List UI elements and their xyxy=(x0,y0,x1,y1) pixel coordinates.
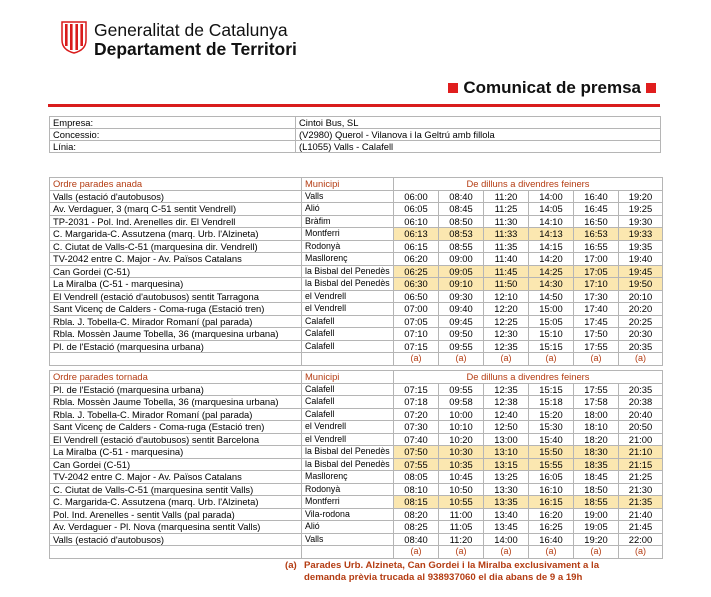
departure-time: 17:00 xyxy=(574,253,619,266)
municipi: Masllorenç xyxy=(302,471,394,484)
departure-time: 16:50 xyxy=(574,215,619,228)
red-square-icon xyxy=(646,83,656,93)
footnote-mark: (a) xyxy=(394,546,439,559)
departure-time: 07:50 xyxy=(394,446,439,459)
municipi: Calafell xyxy=(302,383,394,396)
departure-time: 15:50 xyxy=(529,446,574,459)
footer-empty xyxy=(302,546,394,559)
table-row xyxy=(50,396,663,409)
stop-name: Rbla. Mossèn Jaume Tobella, 36 (marquesina urbana) xyxy=(50,396,302,409)
table-header-row xyxy=(50,371,663,384)
departure-time: 14:13 xyxy=(529,228,574,241)
table-row xyxy=(50,421,663,434)
table-row xyxy=(50,278,663,291)
table-row xyxy=(50,240,663,253)
departure-time: 07:05 xyxy=(394,315,439,328)
departure-time: 11:25 xyxy=(484,203,529,216)
table-row xyxy=(50,340,663,353)
departure-time: 13:25 xyxy=(484,471,529,484)
info-row xyxy=(50,129,661,141)
departure-time: 20:35 xyxy=(619,340,663,353)
departure-time: 20:38 xyxy=(619,396,663,409)
departure-time: 20:50 xyxy=(619,421,663,434)
stop-name: Rbla. Mossèn Jaume Tobella, 36 (marquesina urbana) xyxy=(50,328,302,341)
departure-time: 11:50 xyxy=(484,278,529,291)
stop-name: C. Margarida-C. Assutzena (marq. Urb. l'Alzineta) xyxy=(50,228,302,241)
press-label-text: Comunicat de premsa xyxy=(463,78,641,97)
info-value: (V2980) Querol - Vilanova i la Geltrú amb fillola xyxy=(296,129,661,141)
municipi: Calafell xyxy=(302,340,394,353)
departure-time: 12:20 xyxy=(484,303,529,316)
departure-time: 21:25 xyxy=(619,471,663,484)
column-header-stops: Ordre parades tornada xyxy=(50,371,302,384)
departure-time: 12:10 xyxy=(484,290,529,303)
departure-time: 09:55 xyxy=(439,383,484,396)
stop-name: Valls (estació d'autobusos) xyxy=(50,533,302,546)
departure-time: 19:05 xyxy=(574,521,619,534)
stop-name: TV-2042 entre C. Major - Av. Països Catalans xyxy=(50,471,302,484)
departure-time: 15:55 xyxy=(529,458,574,471)
generalitat-logo xyxy=(60,20,88,59)
table-row xyxy=(50,483,663,496)
municipi: la Bisbal del Penedès xyxy=(302,458,394,471)
org-line1: Generalitat de Catalunya xyxy=(94,20,288,40)
departure-time: 17:40 xyxy=(574,303,619,316)
table-row xyxy=(50,315,663,328)
departure-time: 13:15 xyxy=(484,458,529,471)
red-square-icon xyxy=(448,83,458,93)
org-name xyxy=(94,21,297,59)
departure-time: 17:45 xyxy=(574,315,619,328)
departure-time: 12:35 xyxy=(484,340,529,353)
departure-time: 11:45 xyxy=(484,265,529,278)
stop-name: TP-2031 - Pol. Ind. Arenelles dir. El Vendrell xyxy=(50,215,302,228)
departure-time: 16:10 xyxy=(529,483,574,496)
departure-time: 10:45 xyxy=(439,471,484,484)
column-header-times: De dilluns a divendres feiners xyxy=(394,371,663,384)
departure-time: 08:10 xyxy=(394,483,439,496)
departure-time: 21:35 xyxy=(619,496,663,509)
departure-time: 17:30 xyxy=(574,290,619,303)
departure-time: 19:20 xyxy=(619,190,663,203)
departure-time: 08:40 xyxy=(394,533,439,546)
departure-time: 16:20 xyxy=(529,508,574,521)
municipi: la Bisbal del Penedès xyxy=(302,265,394,278)
stop-name: Pl. de l'Estació (marquesina urbana) xyxy=(50,383,302,396)
info-label: Línia: xyxy=(50,141,296,153)
departure-time: 15:15 xyxy=(529,383,574,396)
departure-time: 11:33 xyxy=(484,228,529,241)
departure-time: 08:05 xyxy=(394,471,439,484)
footnote-mark: (a) xyxy=(619,546,663,559)
departure-time: 08:45 xyxy=(439,203,484,216)
departure-time: 11:20 xyxy=(484,190,529,203)
stop-name: Av. Verdaguer - Pl. Nova (marquesina sentit Valls) xyxy=(50,521,302,534)
departure-time: 12:25 xyxy=(484,315,529,328)
column-header-municipi: Municipi xyxy=(302,178,394,191)
departure-time: 21:30 xyxy=(619,483,663,496)
departure-time: 17:10 xyxy=(574,278,619,291)
departure-time: 17:50 xyxy=(574,328,619,341)
departure-time: 22:00 xyxy=(619,533,663,546)
departure-time: 12:30 xyxy=(484,328,529,341)
departure-time: 16:15 xyxy=(529,496,574,509)
departure-time: 09:10 xyxy=(439,278,484,291)
footnote-line1: Parades Urb. Alzineta, Can Gordei i la Miralba exclusivament a la xyxy=(304,560,600,571)
footnote-mark: (a) xyxy=(439,353,484,366)
departure-time: 19:35 xyxy=(619,240,663,253)
municipi: Valls xyxy=(302,190,394,203)
departure-time: 19:00 xyxy=(574,508,619,521)
departure-time: 16:53 xyxy=(574,228,619,241)
departure-time: 06:00 xyxy=(394,190,439,203)
stop-name: Pl. de l'Estació (marquesina urbana) xyxy=(50,340,302,353)
departure-time: 19:25 xyxy=(619,203,663,216)
municipi: Rodonyà xyxy=(302,240,394,253)
departure-time: 21:40 xyxy=(619,508,663,521)
footer-marks-row xyxy=(50,353,663,366)
info-label: Concessio: xyxy=(50,129,296,141)
departure-time: 15:20 xyxy=(529,408,574,421)
table-row xyxy=(50,496,663,509)
departure-time: 16:05 xyxy=(529,471,574,484)
departure-time: 14:00 xyxy=(529,190,574,203)
table-header-row xyxy=(50,178,663,191)
municipi: Masllorenç xyxy=(302,253,394,266)
table-row xyxy=(50,408,663,421)
departure-time: 16:40 xyxy=(574,190,619,203)
departure-time: 20:10 xyxy=(619,290,663,303)
stop-name: Rbla. J. Tobella-C. Mirador Romaní (pal parada) xyxy=(50,408,302,421)
departure-time: 10:20 xyxy=(439,433,484,446)
municipi: la Bisbal del Penedès xyxy=(302,278,394,291)
municipi: Vila-rodona xyxy=(302,508,394,521)
stop-name: Rbla. J. Tobella-C. Mirador Romaní (pal parada) xyxy=(50,315,302,328)
footer-empty xyxy=(302,353,394,366)
table-row xyxy=(50,228,663,241)
stop-name: Can Gordei (C-51) xyxy=(50,265,302,278)
footnote-mark: (a) xyxy=(439,546,484,559)
departure-time: 14:15 xyxy=(529,240,574,253)
departure-time: 16:25 xyxy=(529,521,574,534)
departure-time: 07:10 xyxy=(394,328,439,341)
departure-time: 06:50 xyxy=(394,290,439,303)
departure-time: 14:20 xyxy=(529,253,574,266)
departure-time: 06:30 xyxy=(394,278,439,291)
departure-time: 12:38 xyxy=(484,396,529,409)
table-row xyxy=(50,303,663,316)
stop-name: C. Ciutat de Valls-C-51 (marquesina dir. Vendrell) xyxy=(50,240,302,253)
footnote-mark: (a) xyxy=(529,546,574,559)
info-label: Empresa: xyxy=(50,117,296,129)
departure-time: 10:55 xyxy=(439,496,484,509)
info-table xyxy=(49,116,661,153)
footnote-mark: (a) xyxy=(484,353,529,366)
departure-time: 08:55 xyxy=(439,240,484,253)
info-row xyxy=(50,141,661,153)
footnote-mark: (a) xyxy=(574,353,619,366)
departure-time: 07:18 xyxy=(394,396,439,409)
municipi: Calafell xyxy=(302,328,394,341)
stop-name: TV-2042 entre C. Major - Av. Països Catalans xyxy=(50,253,302,266)
departure-time: 13:40 xyxy=(484,508,529,521)
departure-time: 08:20 xyxy=(394,508,439,521)
departure-time: 15:18 xyxy=(529,396,574,409)
departure-time: 10:00 xyxy=(439,408,484,421)
table-row xyxy=(50,215,663,228)
municipi: Alió xyxy=(302,521,394,534)
header-rule xyxy=(48,104,660,107)
municipi: Valls xyxy=(302,533,394,546)
departure-time: 17:58 xyxy=(574,396,619,409)
departure-time: 16:45 xyxy=(574,203,619,216)
departure-time: 18:30 xyxy=(574,446,619,459)
footnote xyxy=(285,560,599,584)
info-value: (L1055) Valls - Calafell xyxy=(296,141,661,153)
departure-time: 18:10 xyxy=(574,421,619,434)
municipi: Rodonyà xyxy=(302,483,394,496)
departure-time: 07:40 xyxy=(394,433,439,446)
table-row xyxy=(50,508,663,521)
departure-time: 09:40 xyxy=(439,303,484,316)
departure-time: 18:20 xyxy=(574,433,619,446)
departure-time: 12:40 xyxy=(484,408,529,421)
departure-time: 06:20 xyxy=(394,253,439,266)
departure-time: 18:45 xyxy=(574,471,619,484)
departure-time: 12:35 xyxy=(484,383,529,396)
table-row xyxy=(50,471,663,484)
departure-time: 06:10 xyxy=(394,215,439,228)
departure-time: 11:00 xyxy=(439,508,484,521)
municipi: Montferri xyxy=(302,496,394,509)
municipi: Alió xyxy=(302,203,394,216)
departure-time: 07:30 xyxy=(394,421,439,434)
table-row xyxy=(50,446,663,459)
stop-name: C. Margarida-C. Assutzena (marq. Urb. l'Alzineta) xyxy=(50,496,302,509)
departure-time: 11:35 xyxy=(484,240,529,253)
footer-empty xyxy=(50,546,302,559)
departure-time: 18:35 xyxy=(574,458,619,471)
departure-time: 07:20 xyxy=(394,408,439,421)
departure-time: 20:35 xyxy=(619,383,663,396)
info-row xyxy=(50,117,661,129)
departure-time: 13:30 xyxy=(484,483,529,496)
departure-time: 15:30 xyxy=(529,421,574,434)
departure-time: 20:25 xyxy=(619,315,663,328)
departure-time: 08:25 xyxy=(394,521,439,534)
outbound-timetable xyxy=(49,177,663,366)
stop-name: Can Gordei (C-51) xyxy=(50,458,302,471)
departure-time: 21:10 xyxy=(619,446,663,459)
departure-time: 06:13 xyxy=(394,228,439,241)
departure-time: 09:58 xyxy=(439,396,484,409)
stop-name: La Miralba (C-51 - marquesina) xyxy=(50,446,302,459)
table-row xyxy=(50,458,663,471)
column-header-stops: Ordre parades anada xyxy=(50,178,302,191)
stop-name: La Miralba (C-51 - marquesina) xyxy=(50,278,302,291)
departure-time: 18:50 xyxy=(574,483,619,496)
municipi: el Vendrell xyxy=(302,303,394,316)
municipi: Calafell xyxy=(302,315,394,328)
municipi: Calafell xyxy=(302,396,394,409)
column-header-times: De dilluns a divendres feiners xyxy=(394,178,663,191)
departure-time: 09:50 xyxy=(439,328,484,341)
departure-time: 17:55 xyxy=(574,383,619,396)
departure-time: 20:30 xyxy=(619,328,663,341)
column-header-municipi: Municipi xyxy=(302,371,394,384)
municipi: Montferri xyxy=(302,228,394,241)
departure-time: 13:00 xyxy=(484,433,529,446)
departure-time: 10:30 xyxy=(439,446,484,459)
departure-time: 13:45 xyxy=(484,521,529,534)
stop-name: El Vendrell (estació d'autobusos) sentit Barcelona xyxy=(50,433,302,446)
departure-time: 15:05 xyxy=(529,315,574,328)
table-row xyxy=(50,190,663,203)
departure-time: 08:53 xyxy=(439,228,484,241)
departure-time: 12:50 xyxy=(484,421,529,434)
stop-name: El Vendrell (estació d'autobusos) sentit Tarragona xyxy=(50,290,302,303)
departure-time: 16:55 xyxy=(574,240,619,253)
table-row xyxy=(50,265,663,278)
table-row xyxy=(50,521,663,534)
departure-time: 21:15 xyxy=(619,458,663,471)
stop-name: Valls (estació d'autobusos) xyxy=(50,190,302,203)
departure-time: 14:50 xyxy=(529,290,574,303)
departure-time: 16:40 xyxy=(529,533,574,546)
footnote-mark: (a) xyxy=(574,546,619,559)
municipi: el Vendrell xyxy=(302,421,394,434)
departure-time: 19:30 xyxy=(619,215,663,228)
departure-time: 10:35 xyxy=(439,458,484,471)
stop-name: Sant Vicenç de Calders - Coma-ruga (Estació tren) xyxy=(50,421,302,434)
departure-time: 18:55 xyxy=(574,496,619,509)
departure-time: 20:20 xyxy=(619,303,663,316)
departure-time: 11:05 xyxy=(439,521,484,534)
departure-time: 09:45 xyxy=(439,315,484,328)
departure-time: 15:00 xyxy=(529,303,574,316)
departure-time: 19:40 xyxy=(619,253,663,266)
departure-time: 08:40 xyxy=(439,190,484,203)
departure-time: 14:10 xyxy=(529,215,574,228)
table-row xyxy=(50,328,663,341)
departure-time: 11:20 xyxy=(439,533,484,546)
departure-time: 07:55 xyxy=(394,458,439,471)
footer-empty xyxy=(50,353,302,366)
departure-time: 19:50 xyxy=(619,278,663,291)
press-label xyxy=(443,78,661,98)
table-row xyxy=(50,253,663,266)
departure-time: 07:15 xyxy=(394,383,439,396)
footnote-line2: demanda prèvia trucada al 938937060 el dia abans de 9 a 19h xyxy=(304,572,583,583)
departure-time: 09:30 xyxy=(439,290,484,303)
departure-time: 19:20 xyxy=(574,533,619,546)
departure-time: 07:15 xyxy=(394,340,439,353)
departure-time: 09:05 xyxy=(439,265,484,278)
departure-time: 13:35 xyxy=(484,496,529,509)
org-line2: Departament de Territori xyxy=(94,39,297,59)
departure-time: 10:10 xyxy=(439,421,484,434)
table-row xyxy=(50,203,663,216)
stop-name: Pol. Ind. Arenelles - sentit Valls (pal parada) xyxy=(50,508,302,521)
departure-time: 20:40 xyxy=(619,408,663,421)
table-row xyxy=(50,533,663,546)
departure-time: 18:00 xyxy=(574,408,619,421)
footer-marks-row xyxy=(50,546,663,559)
departure-time: 14:05 xyxy=(529,203,574,216)
departure-time: 19:45 xyxy=(619,265,663,278)
footnote-mark: (a) xyxy=(484,546,529,559)
departure-time: 08:15 xyxy=(394,496,439,509)
table-row xyxy=(50,290,663,303)
departure-time: 15:15 xyxy=(529,340,574,353)
departure-time: 06:15 xyxy=(394,240,439,253)
departure-time: 07:00 xyxy=(394,303,439,316)
footnote-mark: (a) xyxy=(394,353,439,366)
departure-time: 17:55 xyxy=(574,340,619,353)
departure-time: 06:05 xyxy=(394,203,439,216)
municipi: Bràfim xyxy=(302,215,394,228)
departure-time: 15:10 xyxy=(529,328,574,341)
departure-time: 06:25 xyxy=(394,265,439,278)
departure-time: 21:00 xyxy=(619,433,663,446)
table-row xyxy=(50,383,663,396)
departure-time: 19:33 xyxy=(619,228,663,241)
departure-time: 14:25 xyxy=(529,265,574,278)
departure-time: 15:40 xyxy=(529,433,574,446)
municipi: el Vendrell xyxy=(302,290,394,303)
footnote-marker: (a) xyxy=(285,560,297,571)
footnote-mark: (a) xyxy=(619,353,663,366)
departure-time: 09:00 xyxy=(439,253,484,266)
info-value: Cintoi Bus, SL xyxy=(296,117,661,129)
departure-time: 17:05 xyxy=(574,265,619,278)
departure-time: 11:40 xyxy=(484,253,529,266)
departure-time: 14:00 xyxy=(484,533,529,546)
footnote-mark: (a) xyxy=(529,353,574,366)
municipi: Calafell xyxy=(302,408,394,421)
departure-time: 11:30 xyxy=(484,215,529,228)
stop-name: Av. Verdaguer, 3 (marq C-51 sentit Vendrell) xyxy=(50,203,302,216)
departure-time: 14:30 xyxy=(529,278,574,291)
departure-time: 10:50 xyxy=(439,483,484,496)
departure-time: 13:10 xyxy=(484,446,529,459)
table-row xyxy=(50,433,663,446)
municipi: la Bisbal del Penedès xyxy=(302,446,394,459)
municipi: el Vendrell xyxy=(302,433,394,446)
departure-time: 21:45 xyxy=(619,521,663,534)
stop-name: C. Ciutat de Valls-C-51 (marquesina sentit Valls) xyxy=(50,483,302,496)
departure-time: 08:50 xyxy=(439,215,484,228)
return-timetable xyxy=(49,370,663,559)
departure-time: 09:55 xyxy=(439,340,484,353)
stop-name: Sant Vicenç de Calders - Coma-ruga (Estació tren) xyxy=(50,303,302,316)
